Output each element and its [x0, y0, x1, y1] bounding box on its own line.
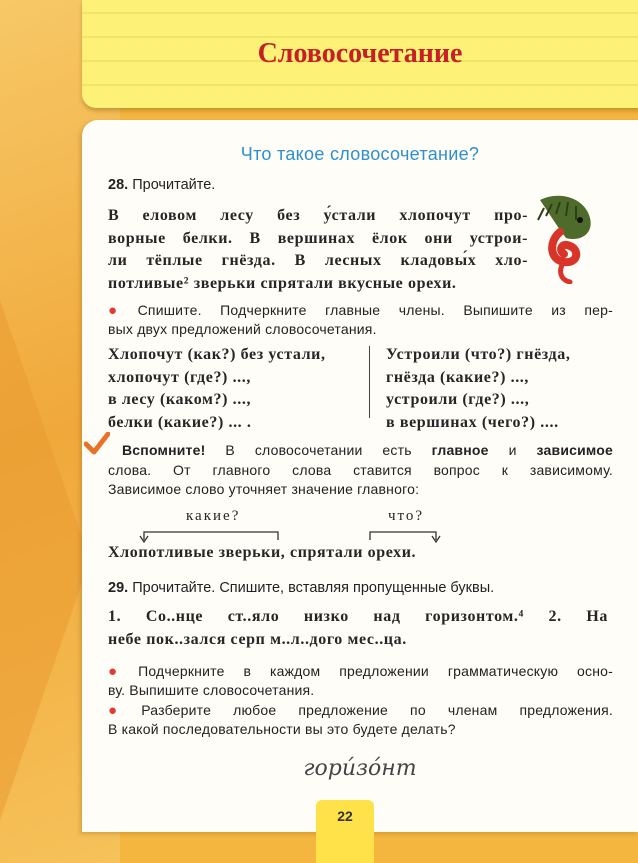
section-subtitle: Что такое словосочетание?	[240, 144, 480, 164]
phrase-line: Устроили (что?) гнёзда,	[386, 346, 571, 363]
lizard-illustration	[530, 190, 596, 284]
phrases-left-column	[108, 344, 368, 434]
text-line: ли тёплые гнёзда. В лесных кладовы́х хло-	[108, 252, 528, 269]
phrase-line: белки (какие?) ... .	[108, 413, 252, 431]
remember-label: Вспомните!	[122, 442, 206, 458]
exercise-29-header	[108, 580, 494, 596]
phrase-line: хлопочут (где?) ...,	[108, 368, 251, 386]
text-line: потливые² зверьки спрятали вкусные орехи.	[108, 274, 457, 292]
phrases-right-column	[386, 344, 614, 434]
exercise-instruction: Прочитайте.	[132, 177, 216, 193]
column-divider	[369, 346, 370, 418]
phrase-line: гнёзда (какие?) ...,	[386, 368, 529, 386]
phrase-line: в вершинах (чего?) ....	[386, 413, 559, 431]
text-line: небе пок..зался серп м..л..дого мес..ца.	[108, 630, 407, 648]
phrase-diagram	[108, 508, 613, 568]
remember-line: Вспомните! В словосочетании есть главное и зависимое	[122, 442, 614, 458]
phrase-line: устроили (где?) ...,	[386, 391, 530, 408]
background-decoration	[0, 300, 90, 820]
text-line: В еловом лесу без у́стали хлопочут про-	[108, 207, 528, 224]
exercise-28-header	[108, 177, 215, 193]
phrase-line: в лесу (каком?) ...,	[108, 391, 252, 408]
bullet-icon: ●	[108, 663, 133, 680]
task-line: ● Подчеркните в каждом предложении грамматическую осно-	[108, 663, 614, 680]
remember-line: слова. От главного слова ставится вопрос к зависимому.	[108, 461, 613, 478]
exercise-number: 29.	[108, 580, 129, 596]
page-title: Словосочетание	[257, 38, 463, 69]
exercise-29-task-1	[108, 662, 613, 700]
exercise-number: 28.	[108, 177, 129, 193]
exercise-instruction: Прочитайте. Спишите, вставляя пропущенные буквы.	[132, 580, 495, 596]
bullet-icon: ●	[108, 302, 132, 319]
exercise-28-task	[108, 301, 613, 339]
bullet-icon: ●	[108, 702, 136, 719]
phrase-line: Хлопочут (как?) без устали,	[108, 346, 326, 363]
task-line: ● Спишите. Подчеркните главные члены. Выпишите из пер-	[108, 302, 613, 319]
question-label: что?	[388, 508, 425, 524]
diagram-sentence: Хлопотливые зверьки, спрятали орехи.	[108, 544, 417, 561]
text-line: ворные белки. В вершинах ёлок они устрои-	[108, 229, 528, 247]
diagram-arrows	[108, 522, 613, 544]
checkmark-icon	[84, 432, 110, 456]
question-label: какие?	[186, 508, 241, 524]
footer-word: гори́зо́нт	[303, 756, 417, 781]
remember-block	[108, 441, 613, 500]
remember-line: Зависимое слово уточняет значение главного:	[108, 481, 420, 497]
task-line: ● Разберите любое предложение по членам предложения.	[108, 702, 613, 719]
exercise-28-text	[108, 205, 528, 295]
exercise-29-task-2	[108, 701, 613, 739]
text-line: 1. Со..нце ст..яло низко над горизонтом.⁴ 2. На	[108, 608, 608, 625]
task-line: В какой последовательности вы это будете делать?	[108, 721, 456, 737]
exercise-29-text	[108, 606, 608, 651]
task-line: ву. Выпишите словосочетания.	[108, 682, 315, 698]
page-number: 22	[337, 808, 353, 824]
task-line: вых двух предложений словосочетания.	[108, 321, 377, 337]
